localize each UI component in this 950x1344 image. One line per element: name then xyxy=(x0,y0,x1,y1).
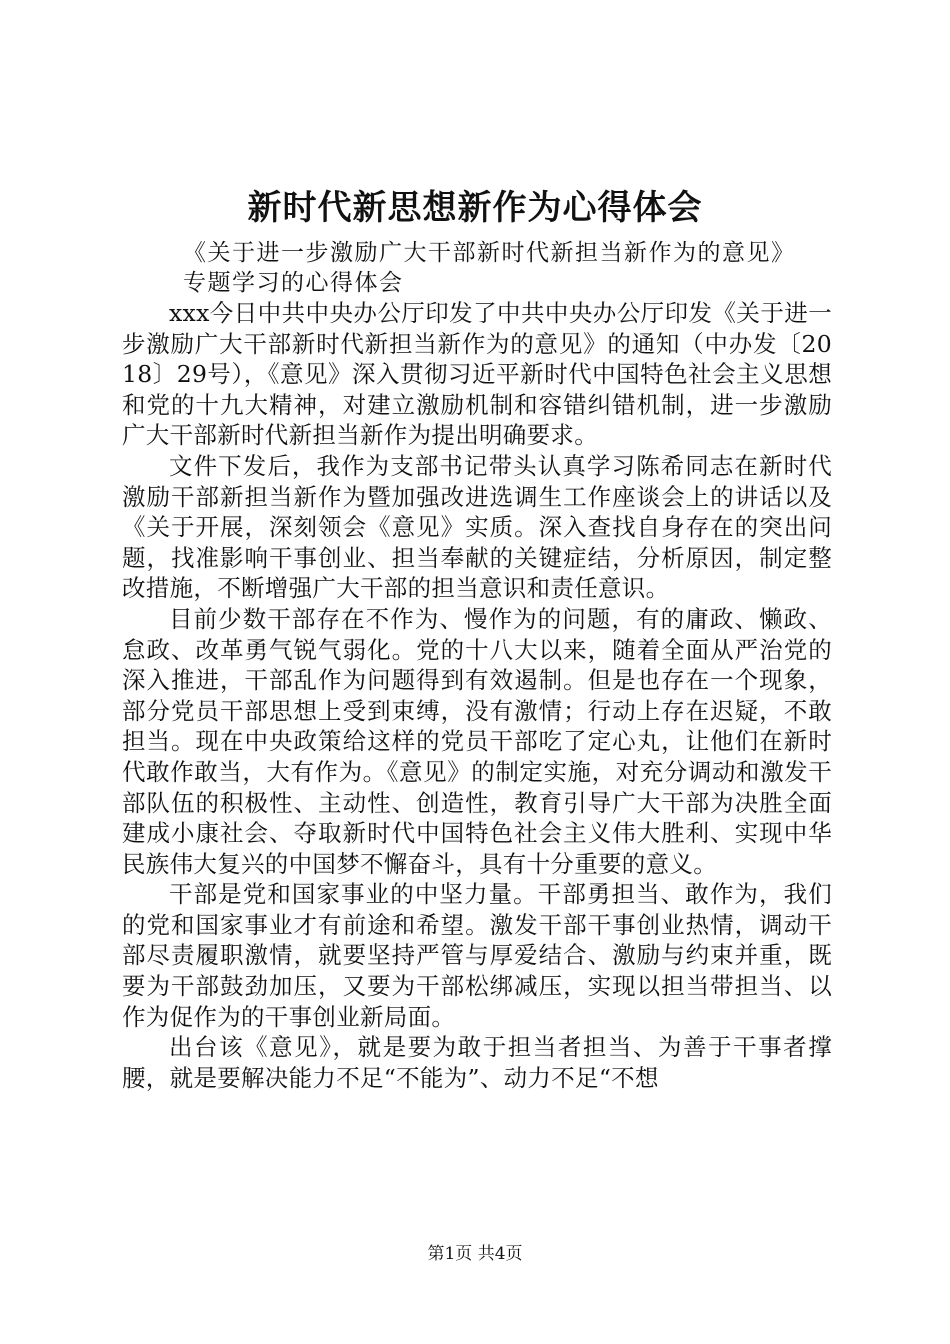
body-paragraph-3: 目前少数干部存在不作为、慢作为的问题，有的庸政、懒政、怠政、改革勇气锐气弱化。党的十八大以来，随着全面从严治党的深入推进，干部乱作为问题得到有效遏制。但是也存在一个现象，部分党员干部思想上受到束缚，没有激情；行动上存在迟疑，不敢担当。现在中央政策给这样的党员干部吃了定心丸，让他们在新时代敢作敢当，大有作为。《意见》的制定实施，对充分调动和激发干部队伍的积极性、主动性、创造性，教育引导广大干部为决胜全面建成小康社会、夺取新时代中国特色社会主义伟大胜利、实现中华民族伟大复兴的中国梦不懈奋斗，具有十分重要的意义。 xyxy=(122,604,832,878)
document-title: 新时代新思想新作为心得体会 xyxy=(247,188,703,228)
document-body xyxy=(122,298,832,1093)
body-paragraph-5: 出台该《意见》，就是要为敢于担当者担当、为善于干事者撑腰，就是要解决能力不足“不能为”、动力不足“不想 xyxy=(122,1033,832,1092)
body-paragraph-1: xxx今日中共中央办公厅印发了中共中央办公厅印发《关于进一步激励广大干部新时代新担当新作为的意见》的通知（中办发〔2018〕29号），《意见》深入贯彻习近平新时代中国特色社会主义思想和党的十九大精神，对建立激励机制和容错纠错机制，进一步激励广大干部新时代新担当新作为提出明确要求。 xyxy=(122,299,832,450)
document-subtitle-line2: 专题学习的心得体会 xyxy=(183,270,404,296)
page-number-footer: 第1页 共4页 xyxy=(427,1244,523,1264)
body-paragraph-2: 文件下发后，我作为支部书记带头认真学习陈希同志在新时代激励干部新担当新作为暨加强改进选调生工作座谈会上的讲话以及《关于开展，深刻领会《意见》实质。深入查找自身存在的突出问题，找准影响干事创业、担当奉献的关键症结，分析原因，制定整改措施，不断增强广大干部的担当意识和责任意识。 xyxy=(122,451,832,603)
document-subtitle-line1: 《关于进一步激励广大干部新时代新担当新作为的意见》 xyxy=(183,240,796,266)
body-paragraph-4: 干部是党和国家事业的中坚力量。干部勇担当、敢作为，我们的党和国家事业才有前途和希望。激发干部干事创业热情，调动干部尽责履职激情，就要坚持严管与厚爱结合、激励与约束并重，既要为干部鼓劲加压，又要为干部松绑减压，实现以担当带担当、以作为促作为的干事创业新局面。 xyxy=(122,880,832,1031)
